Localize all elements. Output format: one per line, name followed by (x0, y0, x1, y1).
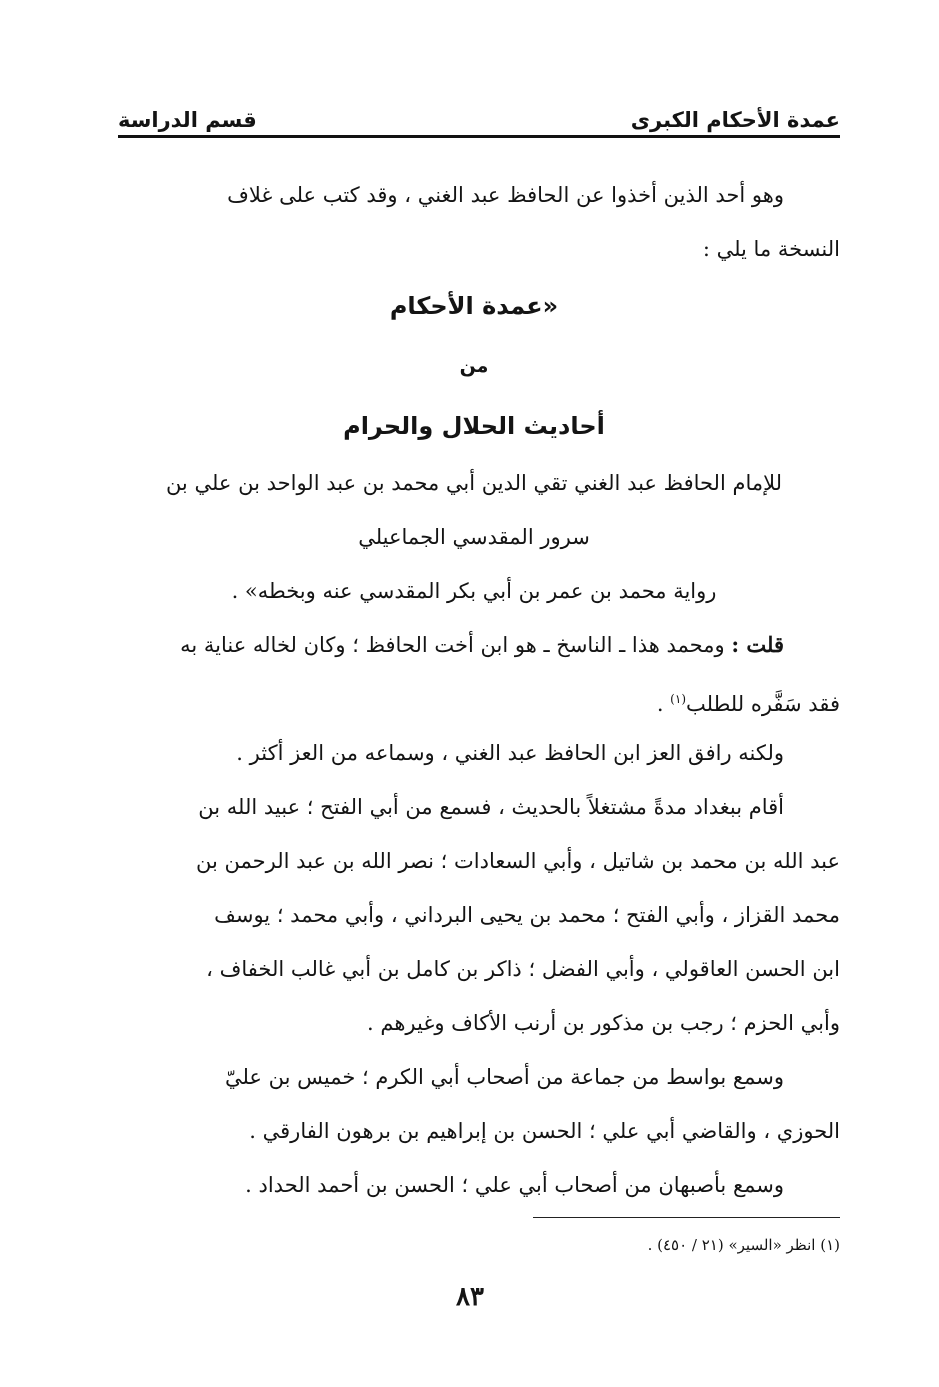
qult-text-2: فقد سَفَّره للطلب (686, 692, 840, 716)
book-title: عمدة الأحكام الكبرى (630, 108, 840, 132)
footnote: (١) انظر «السير» (٢١ / ٤٥٠) . (647, 1236, 840, 1254)
header-rule (118, 135, 840, 138)
qult-text-2-end: . (656, 692, 671, 716)
footnote-rule (533, 1217, 840, 1218)
paragraph-3-line-5: وأبي الحزم ؛ رجب بن مذكور بن أرنب الأكاف وغيرهم . (367, 1011, 840, 1035)
running-header (118, 102, 840, 132)
author-line-1: للإمام الحافظ عبد الغني تقي الدين أبي محمد بن عبد الواحد بن علي بن (165, 471, 783, 495)
paragraph-4-line-1: وسمع بواسط من جماعة من أصحاب أبي الكرم ؛ خميس بن عليّ (224, 1065, 784, 1089)
paragraph-4-line-2: الحوزي ، والقاضي أبي علي ؛ الحسن بن إبراهيم بن برهون الفارقي . (249, 1119, 840, 1143)
narration-line: رواية محمد بن عمر بن أبي بكر المقدسي عنه وبخطه» . (231, 579, 717, 603)
paragraph-3-line-2: عبد الله بن محمد بن شاتيل ، وأبي السعادات ؛ نصر الله بن عبد الرحمن بن (196, 849, 840, 873)
paragraph-3-line-3: محمد القزاز ، وأبي الفتح ؛ محمد بن يحيى البرداني ، وأبي محمد ؛ يوسف (214, 903, 840, 927)
qult-label: قلت : (731, 632, 784, 657)
paragraph-2-line-1: ولكنه رافق العز ابن الحافظ عبد الغني ، وسماعه من العز أكثر . (236, 741, 784, 765)
footnote-marker: (١) (670, 692, 686, 706)
intro-line-2: النسخة ما يلي : (702, 237, 840, 261)
qult-line-1 (108, 618, 840, 672)
section-title: قسم الدراسة (118, 108, 257, 132)
paragraph-3-line-4: ابن الحسن العاقولي ، وأبي الفضل ؛ ذاكر بن كامل بن أبي غالب الخفاف ، (206, 957, 840, 981)
manuscript-title-3: أحاديث الحلال والحرام (343, 412, 605, 440)
paragraph-3-line-1: أقام ببغداد مدةً مشتغلاً بالحديث ، فسمع من أبي الفتح ؛ عبيد الله بن (198, 795, 784, 819)
qult-text-1: ومحمد هذا ـ الناسخ ـ هو ابن أخت الحافظ ؛ وكان لخاله عناية به (180, 633, 725, 657)
qult-line-2 (108, 672, 840, 726)
author-line-2: سرور المقدسي الجماعيلي (358, 525, 590, 549)
main-text (108, 168, 840, 1212)
paragraph-5-line-1: وسمع بأصبهان من أصحاب أبي علي ؛ الحسن بن أحمد الحداد . (245, 1173, 784, 1197)
manuscript-title-2: من (459, 355, 489, 377)
manuscript-title-1: «عمدة الأحكام (389, 292, 559, 320)
page-number: ٨٣ (456, 1282, 484, 1312)
intro-line-1: وهو أحد الذين أخذوا عن الحافظ عبد الغني ، وقد كتب على غلاف (227, 183, 784, 207)
